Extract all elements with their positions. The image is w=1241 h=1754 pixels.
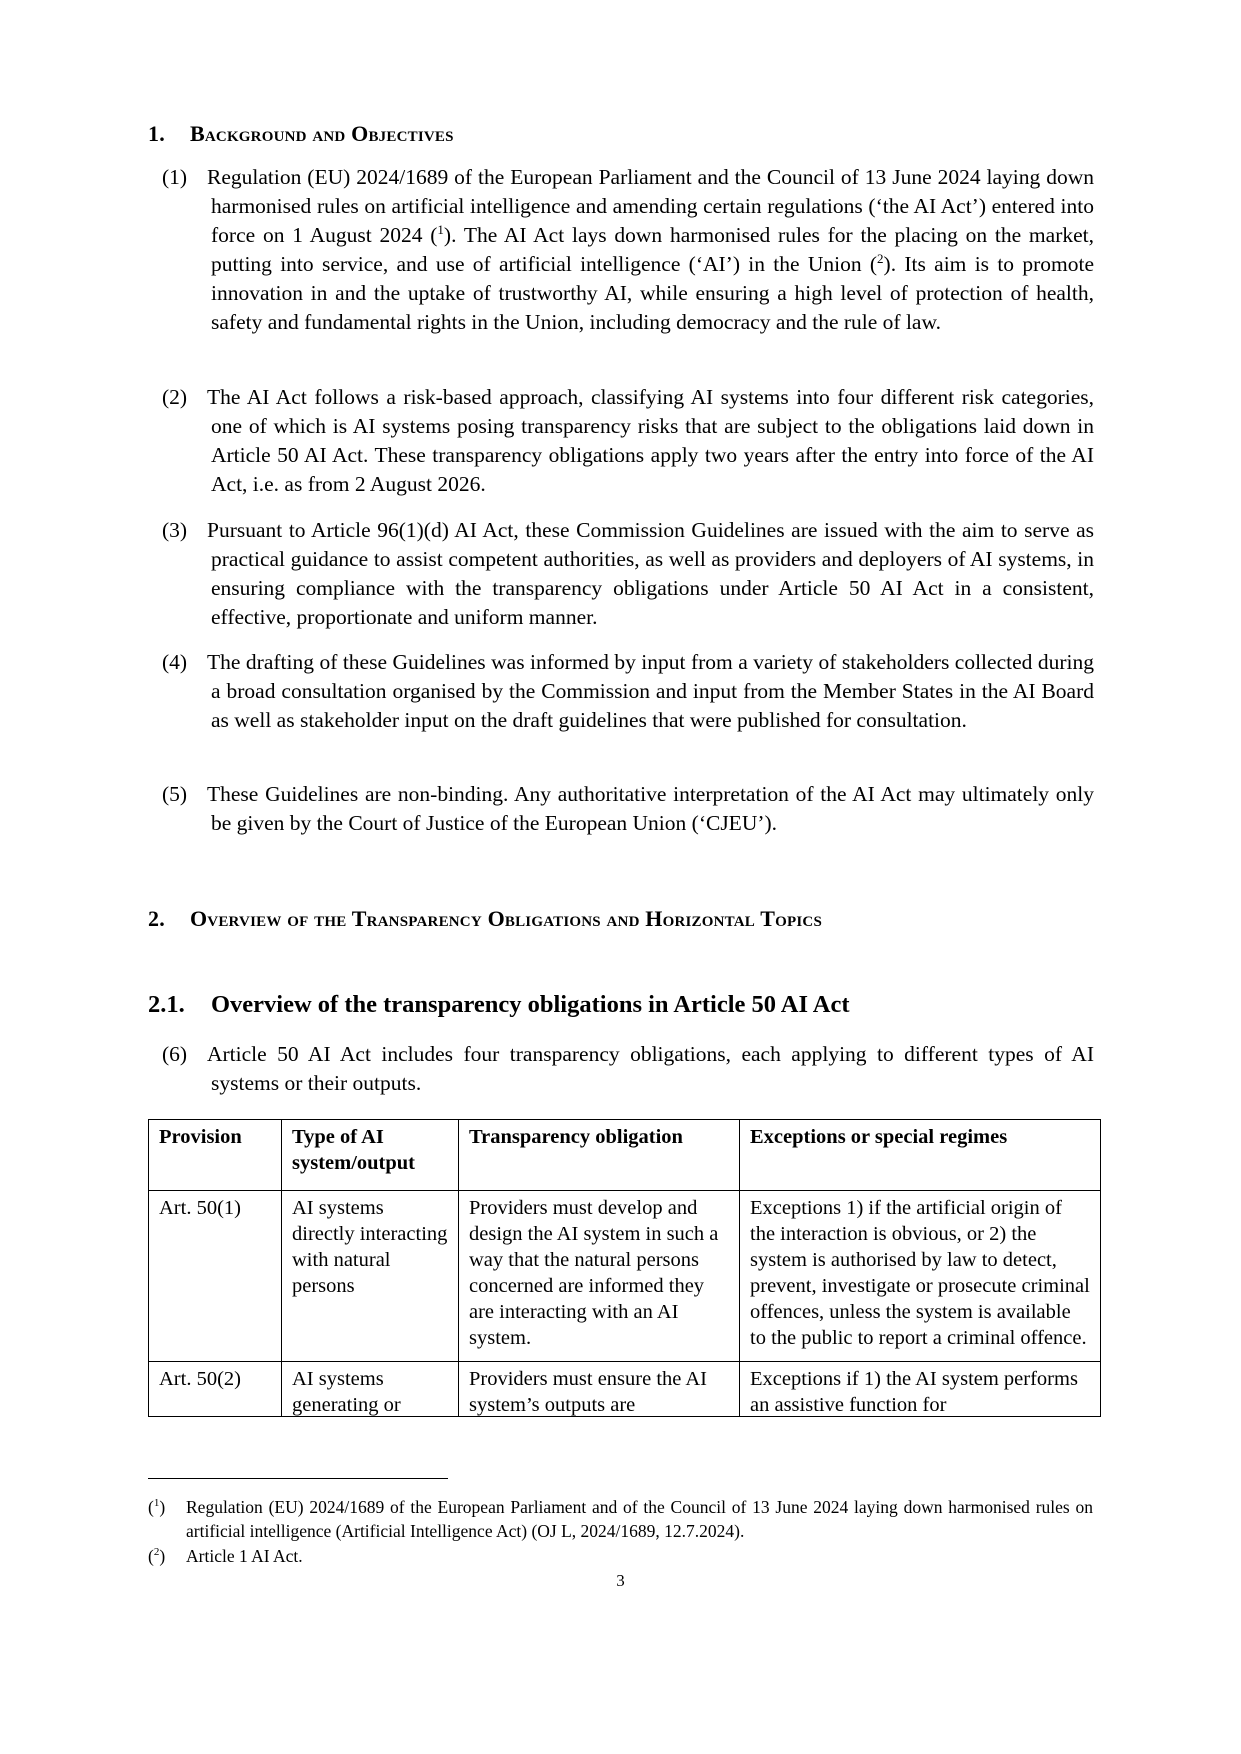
- section-number: 1.: [148, 121, 165, 146]
- section-2-1-heading: [148, 991, 850, 1019]
- column-header-provision: Provision: [149, 1120, 282, 1191]
- section-2-heading: [148, 906, 822, 932]
- footnote-ref[interactable]: 2: [877, 250, 884, 266]
- table-header-row: [149, 1120, 1101, 1191]
- section-title: Overview of the Transparency Obligations and Horizontal Topics: [190, 906, 823, 931]
- section-number: 2.: [148, 906, 165, 931]
- column-header-exceptions: Exceptions or special regimes: [740, 1120, 1101, 1191]
- section-number: 2.1.: [148, 991, 185, 1018]
- paragraph-number: (2): [162, 385, 188, 409]
- column-header-type: Type of AI system/output: [282, 1120, 459, 1191]
- section-title: Background and Objectives: [190, 121, 454, 146]
- cell-type: AI systems generating or: [282, 1362, 459, 1417]
- paragraph-5: (5) These Guidelines are non-binding. Any authoritative interpretation of the AI Act may ultimately only be given by the Court of Justice of the European Union (‘CJEU’).: [162, 782, 1094, 835]
- column-header-obligation: Transparency obligation: [459, 1120, 740, 1191]
- paragraph-number: (3): [162, 518, 188, 542]
- paragraph-number: (1): [162, 165, 188, 189]
- transparency-obligations-table: [148, 1119, 1101, 1417]
- paragraph-number: (5): [162, 782, 188, 806]
- cell-provision: Art. 50(2): [149, 1362, 282, 1417]
- footnote-number: 1: [153, 1497, 160, 1510]
- cell-exceptions: Exceptions if 1) the AI system performs an assistive function for: [740, 1362, 1101, 1417]
- footnote-2: ($^2$) Article 1 AI Act.: [148, 1546, 303, 1566]
- section-title: Overview of the transparency obligations in Article 50 AI Act: [211, 991, 850, 1018]
- footnote-ref[interactable]: 1: [437, 221, 444, 237]
- paragraph-2: (2) The AI Act follows a risk-based approach, classifying AI systems into four different risk categories, one of which is AI systems posing transparency risks that are subject to the obligations laid down in Article 50 AI Act. These transparency obligations apply two years after the entry into force of the AI Act, i.e. as from 2 August 2026.: [162, 385, 1094, 496]
- paragraph-3: (3) Pursuant to Article 96(1)(d) AI Act, these Commission Guidelines are issued with the aim to serve as practical guidance to assist competent authorities, as well as providers and deployers of AI systems, in ensuring compliance with the transparency obligations under Article 50 AI Act in a consistent, effective, proportionate and uniform manner.: [162, 518, 1094, 629]
- paragraph-number: (4): [162, 650, 188, 674]
- cell-exceptions: Exceptions 1) if the artificial origin of the interaction is obvious, or 2) the system is authorised by law to detect, prevent, investigate or prosecute criminal offences, unless the system is available to the public to report a criminal offence.: [740, 1191, 1101, 1362]
- paragraph-number: (6): [162, 1042, 188, 1066]
- footnote-1: ($^1$) Regulation (EU) 2024/1689 of the European Parliament and of the Council of 13 June 2024 laying down harmonised rules on artificial intelligence (Artificial Intelligence Act) (OJ L, 2024/1689, 12.7.2024).: [148, 1497, 1093, 1541]
- cell-provision: Art. 50(1): [149, 1191, 282, 1362]
- cell-obligation: Providers must ensure the AI system’s outputs are: [459, 1362, 740, 1417]
- page-number: 3: [616, 1571, 625, 1590]
- paragraph-1: (1) Regulation (EU) 2024/1689 of the European Parliament and the Council of 13 June 2024 laying down harmonised rules on artificial intelligence and amending certain regulations (‘the AI Act’) entered into force on 1 August 2024 ($^1$). The AI Act lays down harmonised rules for the placing on the market, putting into service, and use of artificial intelligence (‘AI’) in the Union ($^2$). Its aim is to promote innovation in and the uptake of trustworthy AI, while ensuring a high level of protection of health, safety and fundamental rights in the Union, including democracy and the rule of law.: [162, 165, 1095, 334]
- section-1-heading: [148, 121, 454, 147]
- paragraph-6: (6) Article 50 AI Act includes four transparency obligations, each applying to different types of AI systems or their outputs.: [162, 1042, 1094, 1095]
- cell-type: AI systems directly interacting with natural persons: [282, 1191, 459, 1362]
- table-row: [149, 1191, 1101, 1362]
- footnote-separator: [148, 1478, 448, 1479]
- table-row: [149, 1362, 1101, 1417]
- footnote-number: 2: [153, 1546, 160, 1559]
- cell-obligation: Providers must develop and design the AI system in such a way that the natural persons concerned are informed they are interacting with an AI system.: [459, 1191, 740, 1362]
- paragraph-4: (4) The drafting of these Guidelines was informed by input from a variety of stakeholders collected during a broad consultation organised by the Commission and input from the Member States in the AI Board as well as stakeholder input on the draft guidelines that were published for consultation.: [162, 650, 1094, 732]
